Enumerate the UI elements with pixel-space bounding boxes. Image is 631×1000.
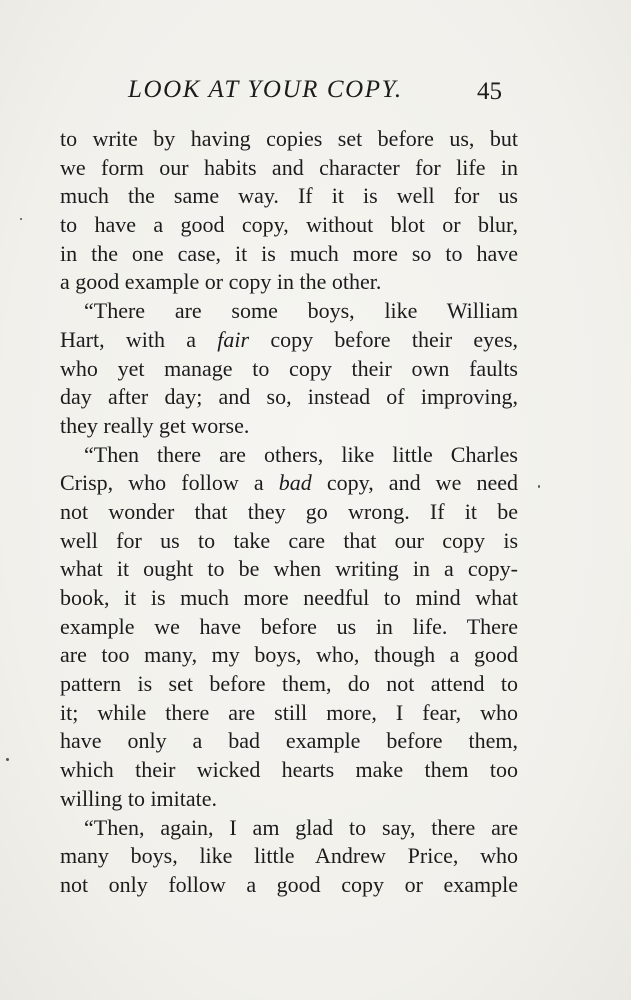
text-line: are too many, my boys, who, though a good xyxy=(60,642,518,668)
body-text xyxy=(60,125,518,900)
text-line: have only a bad example before them, xyxy=(60,728,518,754)
text-line: well for us to take care that our copy is xyxy=(60,527,518,553)
text-line: “Then there are others, like little Charles xyxy=(84,441,518,467)
paper-speck xyxy=(20,218,22,220)
text-line: who yet manage to copy their own faults xyxy=(60,355,518,381)
text-line: not wonder that they go wrong. If it be xyxy=(60,498,518,524)
text-line xyxy=(60,326,518,355)
text-run: copy, and we need xyxy=(311,470,518,496)
text-line: “Then, again, I am glad to say, there are xyxy=(84,814,518,840)
text-line: book, it is much more needful to mind what xyxy=(60,585,518,610)
text-line: what it ought to be when writing in a copy- xyxy=(60,556,518,582)
page-header xyxy=(0,76,631,110)
text-line: they really get worse. xyxy=(60,412,250,438)
text-line: we form our habits and character for life in xyxy=(60,154,518,180)
text-line: not only follow a good copy or example xyxy=(60,871,518,897)
paper-speck xyxy=(6,758,9,761)
page-number: 45 xyxy=(477,78,502,105)
text-line: much the same way. If it is well for us xyxy=(60,183,518,209)
italic-word: bad xyxy=(278,470,312,496)
text-run: copy before their eyes, xyxy=(249,326,519,352)
text-line: to have a good copy, without blot or blur, xyxy=(60,212,518,238)
text-line: pattern is set before them, do not attend to xyxy=(60,671,518,697)
text-line: to write by having copies set before us, but xyxy=(60,126,518,151)
text-line: example we have before us in life. There xyxy=(60,613,518,639)
text-run: Crisp, who follow a xyxy=(60,470,279,496)
text-line: it; while there are still more, I fear, who xyxy=(60,699,518,725)
italic-word: fair xyxy=(217,326,250,352)
text-line: a good example or copy in the other. xyxy=(60,269,382,295)
text-line: which their wicked hearts make them too xyxy=(60,757,518,783)
text-line: many boys, like little Andrew Price, who xyxy=(60,843,518,869)
paper-speck xyxy=(538,485,540,488)
text-line: “There are some boys, like William xyxy=(84,298,518,324)
text-line: day after day; and so, instead of improving, xyxy=(60,384,518,410)
text-line xyxy=(60,469,518,498)
text-run: Hart, with a xyxy=(60,326,218,352)
running-title: LOOK AT YOUR COPY. xyxy=(128,76,403,103)
text-line: willing to imitate. xyxy=(60,785,218,811)
text-line: in the one case, it is much more so to have xyxy=(60,240,518,266)
